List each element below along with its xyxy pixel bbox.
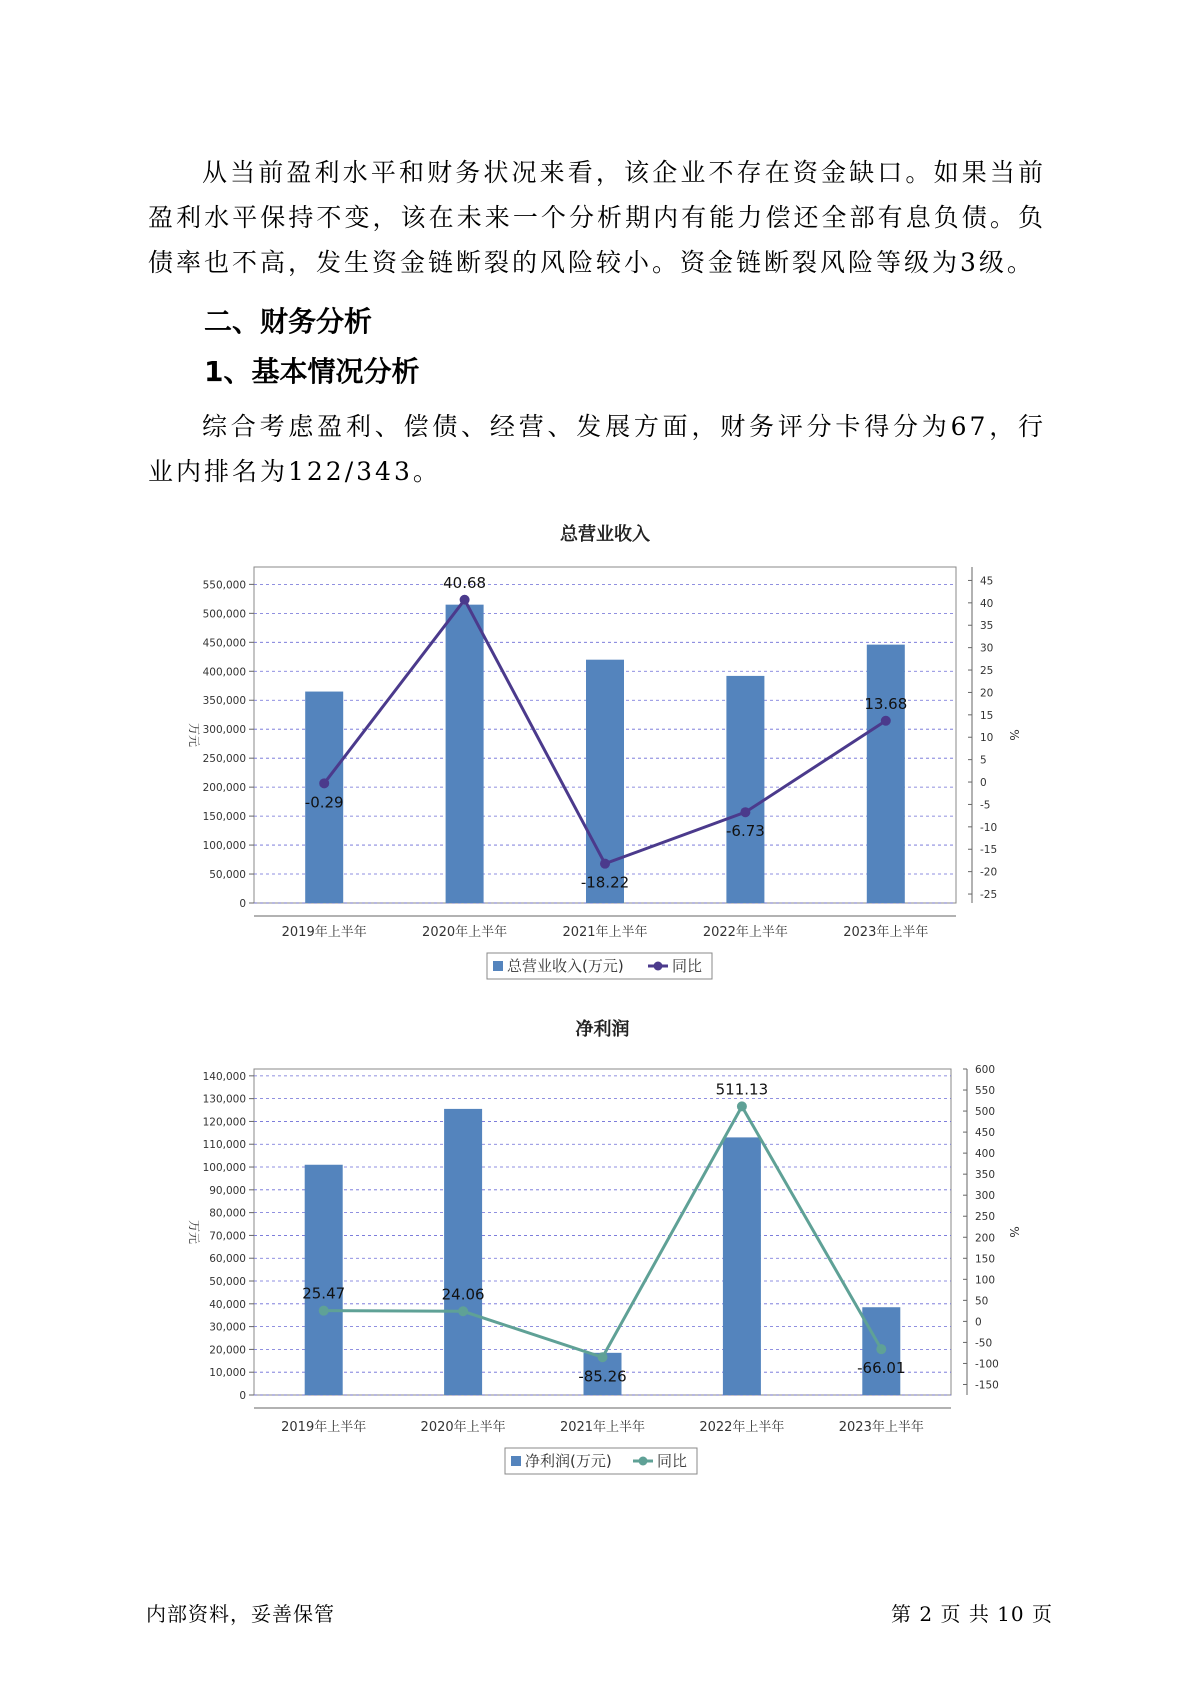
y-tick-label: 450,000 bbox=[202, 637, 246, 650]
x-tick-label: 2022年上半年 bbox=[699, 1420, 785, 1435]
line-point bbox=[600, 859, 610, 869]
y2-tick-label: -5 bbox=[980, 799, 991, 812]
y-tick-label: 20,000 bbox=[209, 1344, 246, 1357]
y2-tick-label: 250 bbox=[975, 1211, 996, 1224]
y-tick-label: 80,000 bbox=[209, 1207, 246, 1220]
y2-tick-label: 35 bbox=[980, 620, 994, 633]
y2-tick-label: -10 bbox=[980, 821, 998, 834]
legend-swatch-point bbox=[654, 962, 663, 971]
y-tick-label: 350,000 bbox=[202, 695, 246, 708]
y-tick-label: 50,000 bbox=[209, 1276, 246, 1289]
y-tick-label: 100,000 bbox=[202, 840, 246, 853]
y2-tick-label: 600 bbox=[975, 1064, 996, 1076]
y2-axis-label: % bbox=[1007, 729, 1021, 741]
line-point bbox=[598, 1352, 608, 1362]
y2-tick-label: 0 bbox=[975, 1316, 982, 1329]
y2-tick-label: 30 bbox=[980, 642, 994, 655]
y2-tick-label: -15 bbox=[980, 844, 998, 857]
legend-label-bar: 总营业收入(万元) bbox=[507, 957, 624, 975]
y-tick-label: 60,000 bbox=[209, 1253, 246, 1266]
y-tick-label: 110,000 bbox=[202, 1139, 246, 1152]
x-tick-label: 2022年上半年 bbox=[702, 925, 788, 940]
y2-tick-label: 100 bbox=[975, 1274, 996, 1287]
bar bbox=[726, 676, 764, 903]
bar bbox=[867, 645, 905, 903]
y2-tick-label: 300 bbox=[975, 1190, 996, 1203]
y-tick-label: 200,000 bbox=[202, 782, 246, 795]
y2-tick-label: 45 bbox=[980, 575, 994, 588]
y2-tick-label: 5 bbox=[980, 754, 987, 767]
y2-tick-label: -50 bbox=[975, 1337, 993, 1350]
y2-tick-label: -25 bbox=[980, 889, 998, 902]
line-point bbox=[319, 778, 329, 788]
data-label: -66.01 bbox=[857, 1359, 906, 1378]
line-point bbox=[737, 1101, 747, 1111]
y2-tick-label: 40 bbox=[980, 597, 994, 610]
y-axis-label: 万元 bbox=[187, 1219, 201, 1245]
data-label: 13.68 bbox=[864, 694, 908, 713]
heading-financial-analysis: 二、财务分析 bbox=[204, 305, 373, 338]
line-point bbox=[319, 1306, 329, 1316]
y-tick-label: 90,000 bbox=[209, 1184, 246, 1197]
y2-tick-label: -150 bbox=[975, 1379, 999, 1392]
x-tick-label: 2023年上半年 bbox=[838, 1420, 924, 1435]
y-tick-label: 120,000 bbox=[202, 1116, 246, 1129]
y-tick-label: 250,000 bbox=[202, 753, 246, 766]
footer-confidential: 内部资料，妥善保管 bbox=[146, 1602, 335, 1626]
y-tick-label: 40,000 bbox=[209, 1298, 246, 1311]
line-point bbox=[881, 716, 891, 726]
y2-tick-label: 0 bbox=[980, 777, 987, 790]
line-point bbox=[458, 1306, 468, 1316]
legend-label-bar: 净利润(万元) bbox=[525, 1452, 612, 1470]
data-label: 25.47 bbox=[302, 1284, 346, 1303]
data-label: 511.13 bbox=[715, 1080, 769, 1099]
y-tick-label: 0 bbox=[239, 898, 246, 910]
y2-tick-label: 500 bbox=[975, 1106, 996, 1119]
data-label: -18.22 bbox=[580, 873, 630, 892]
y-tick-label: 300,000 bbox=[202, 724, 246, 737]
plot-frame bbox=[254, 1069, 951, 1395]
data-label: -0.29 bbox=[304, 793, 344, 812]
y2-tick-label: 20 bbox=[980, 687, 994, 700]
y-tick-label: 500,000 bbox=[202, 608, 246, 621]
bar bbox=[444, 1109, 482, 1395]
x-tick-label: 2023年上半年 bbox=[843, 925, 929, 940]
line-point bbox=[740, 807, 750, 817]
footer-page-number: 第 2 页 共 10 页 bbox=[891, 1602, 1053, 1626]
y-tick-label: 70,000 bbox=[209, 1230, 246, 1243]
y2-tick-label: -100 bbox=[975, 1358, 999, 1371]
line-point bbox=[876, 1344, 886, 1354]
bar bbox=[305, 1165, 343, 1395]
y-tick-label: 100,000 bbox=[202, 1162, 246, 1175]
y-tick-label: 130,000 bbox=[202, 1093, 246, 1106]
data-label: 40.68 bbox=[443, 573, 487, 592]
y-tick-label: 150,000 bbox=[202, 811, 246, 824]
heading-basic-analysis: 1、基本情况分析 bbox=[204, 355, 420, 388]
paragraph-scorecard: 综合考虑盈利、偿债、经营、发展方面，财务评分卡得分为67，行业内排名为122/343。 bbox=[148, 412, 1046, 486]
data-label: -6.73 bbox=[725, 822, 765, 841]
y2-axis-label: % bbox=[1007, 1226, 1021, 1238]
line-point bbox=[460, 595, 470, 605]
data-label: -85.26 bbox=[578, 1367, 627, 1386]
y2-tick-label: 400 bbox=[975, 1148, 996, 1161]
y2-tick-label: 10 bbox=[980, 732, 994, 745]
x-tick-label: 2020年上半年 bbox=[422, 925, 508, 940]
y-tick-label: 10,000 bbox=[209, 1367, 246, 1380]
y2-tick-label: 50 bbox=[975, 1295, 989, 1308]
legend-swatch-bar bbox=[511, 1456, 521, 1466]
y2-tick-label: 150 bbox=[975, 1253, 996, 1266]
y2-tick-label: -20 bbox=[980, 866, 998, 879]
y2-tick-label: 15 bbox=[980, 709, 994, 722]
data-label: 24.06 bbox=[441, 1285, 485, 1304]
chart-title: 总营业收入 bbox=[560, 524, 650, 545]
legend-label-line: 同比 bbox=[657, 1452, 688, 1470]
y-tick-label: 0 bbox=[239, 1390, 246, 1402]
x-tick-label: 2021年上半年 bbox=[559, 1420, 646, 1435]
paragraph-capital-risk: 从当前盈利水平和财务状况来看，该企业不存在资金缺口。如果当前盈利水平保持不变，该在未来一个分析期内有能力偿还全部有息负债。负债率也不高，发生资金链断裂的风险较小。资金链断裂风险等级为3级。 bbox=[148, 158, 1046, 277]
y2-tick-label: 550 bbox=[975, 1085, 996, 1098]
y-tick-label: 140,000 bbox=[202, 1070, 246, 1083]
y-axis-label: 万元 bbox=[187, 722, 201, 748]
x-tick-label: 2019年上半年 bbox=[281, 1420, 367, 1435]
y2-tick-label: 450 bbox=[975, 1127, 996, 1140]
y2-tick-label: 350 bbox=[975, 1169, 996, 1182]
legend-swatch-point bbox=[639, 1457, 648, 1466]
y-tick-label: 50,000 bbox=[209, 869, 246, 882]
y2-tick-label: 200 bbox=[975, 1232, 996, 1245]
x-tick-label: 2021年上半年 bbox=[562, 925, 648, 940]
y2-tick-label: 25 bbox=[980, 665, 994, 678]
legend-swatch-bar bbox=[493, 961, 503, 971]
x-tick-label: 2020年上半年 bbox=[420, 1420, 506, 1435]
y-tick-label: 30,000 bbox=[209, 1321, 246, 1334]
bar bbox=[723, 1137, 761, 1395]
y-tick-label: 550,000 bbox=[202, 579, 246, 592]
bar bbox=[446, 605, 484, 903]
y-tick-label: 400,000 bbox=[202, 666, 246, 679]
chart-net-profit bbox=[0, 1015, 1191, 1475]
legend-label-line: 同比 bbox=[672, 957, 703, 975]
chart-title: 净利润 bbox=[575, 1019, 630, 1040]
chart-total-revenue bbox=[0, 520, 1191, 980]
x-tick-label: 2019年上半年 bbox=[281, 925, 367, 940]
